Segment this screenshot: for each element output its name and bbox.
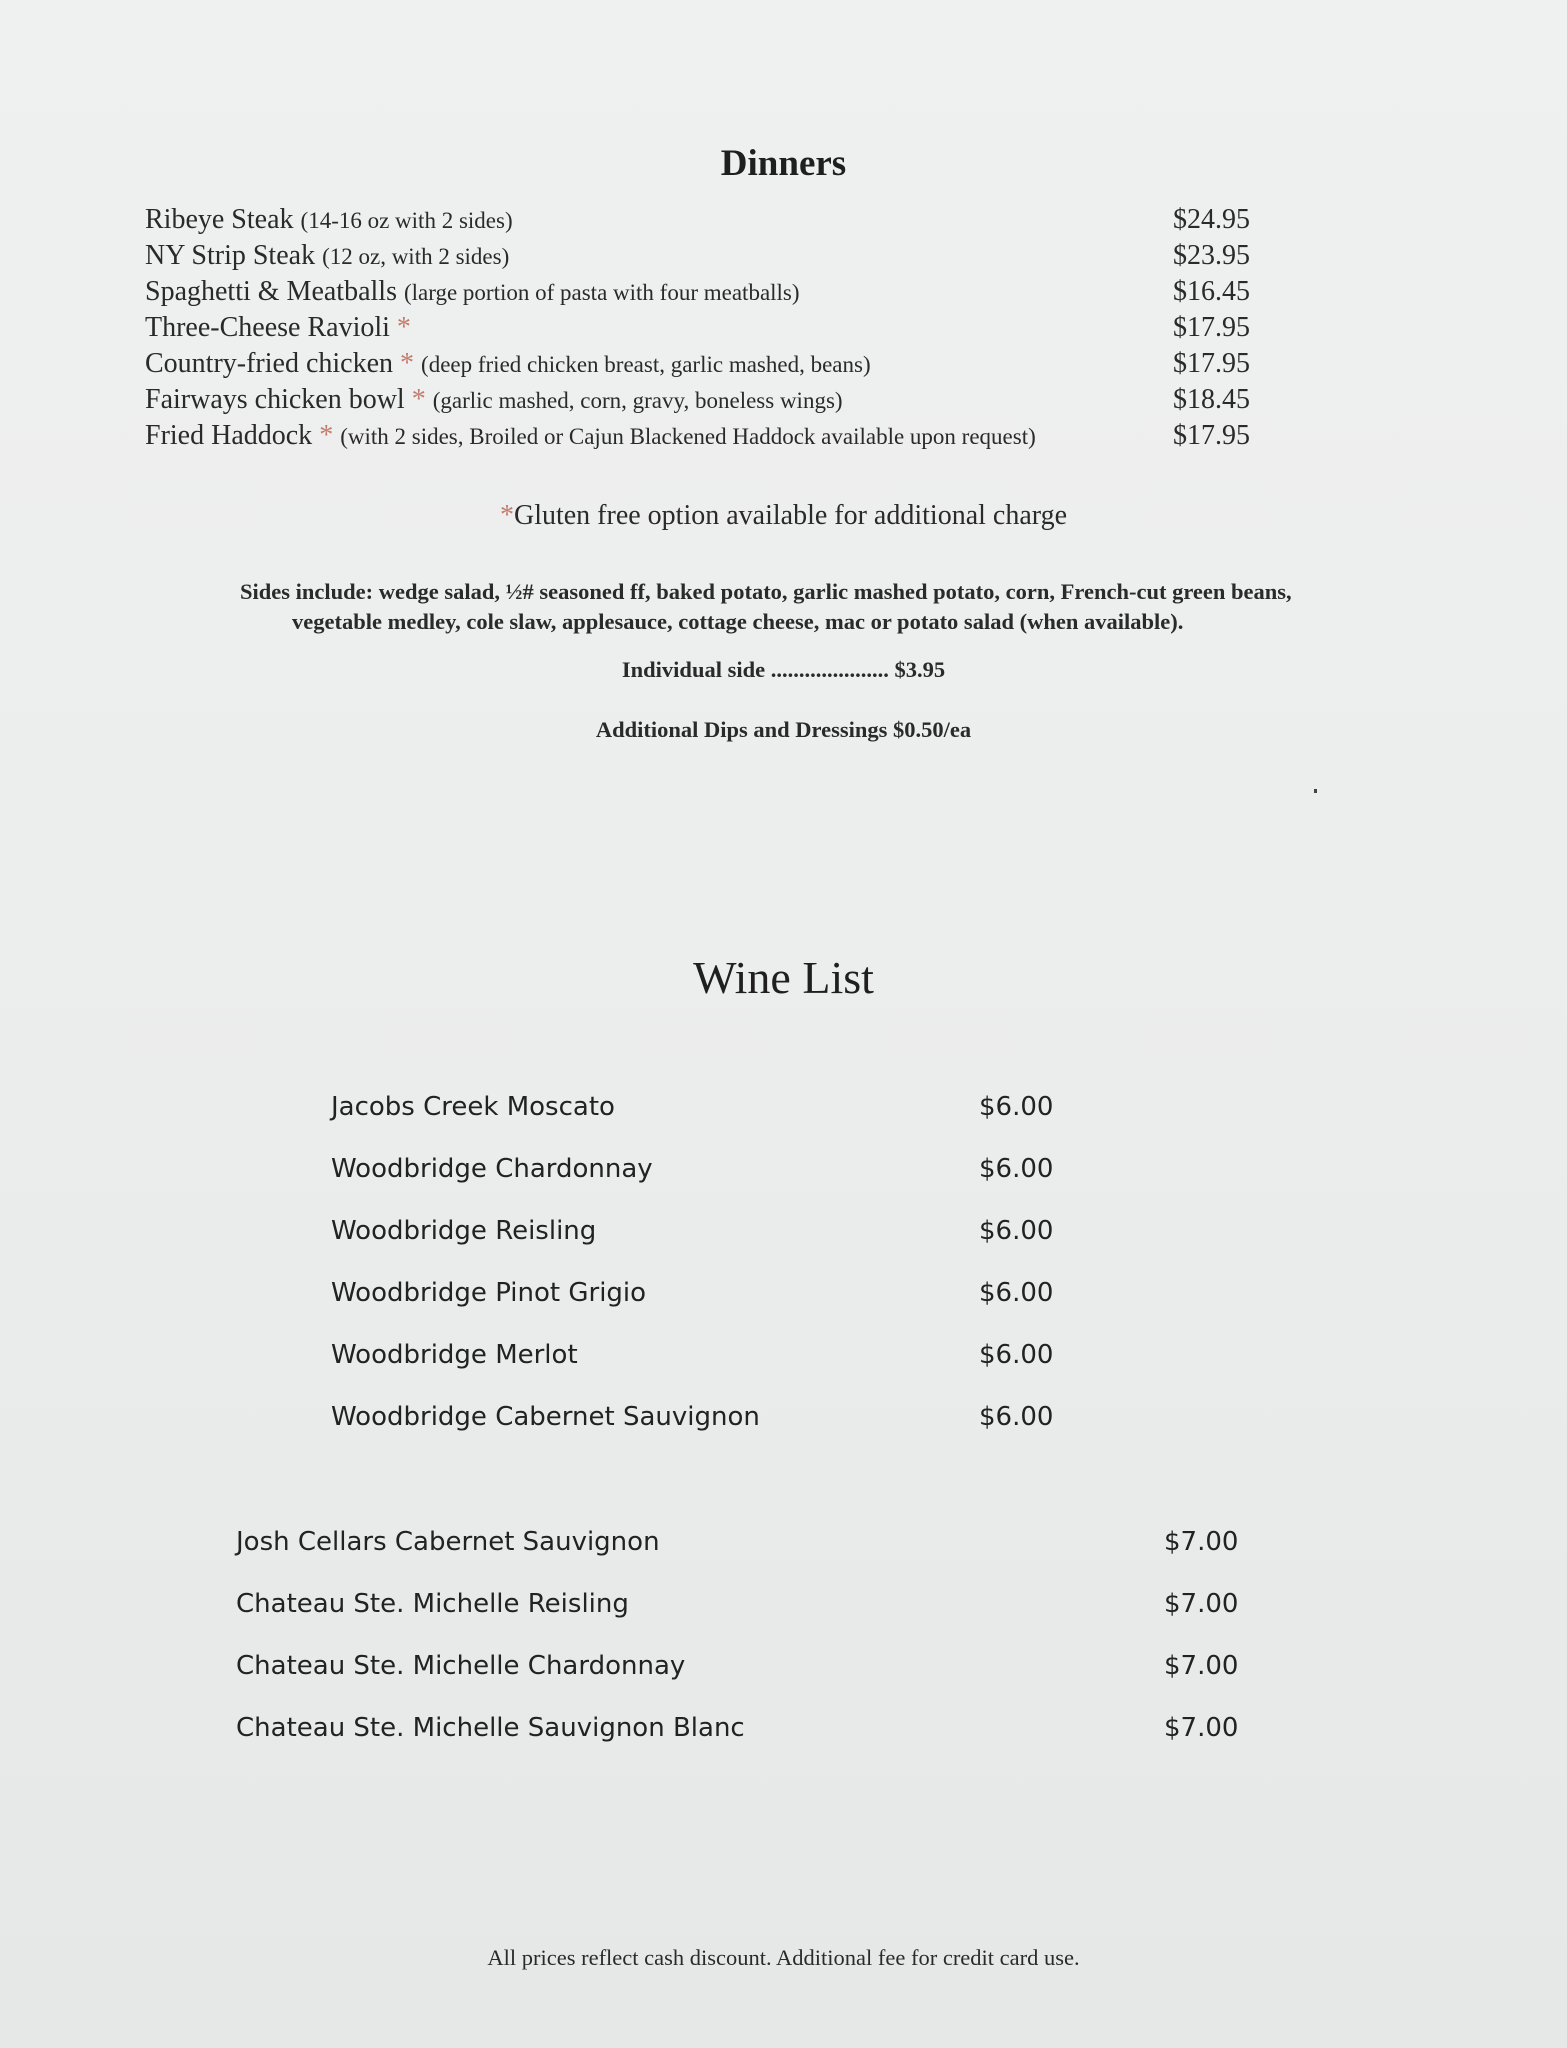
wine-item xyxy=(236,1527,1239,1567)
dips-dressings-price: Additional Dips and Dressings $0.50/ea xyxy=(595,717,972,742)
dinner-item-desc: (12 oz, with 2 sides) xyxy=(322,244,510,269)
wine-price: $7.00 xyxy=(1164,1651,1239,1681)
footer-note: All prices reflect cash discount. Additional fee for credit card use. xyxy=(487,1945,1080,1970)
gluten-free-marker: * xyxy=(400,348,415,379)
gluten-free-note xyxy=(0,500,1567,532)
dinner-item-spaghetti xyxy=(145,276,1250,312)
wine-price: $6.00 xyxy=(979,1154,1054,1184)
dinner-item-name: Fairways chicken bowl xyxy=(145,384,405,415)
wine-name: Woodbridge Pinot Grigio xyxy=(331,1278,647,1308)
gluten-free-marker: * xyxy=(319,420,334,451)
wine-item xyxy=(331,1340,1071,1380)
dinner-item-ny-strip xyxy=(145,240,1250,276)
wine-price: $7.00 xyxy=(1164,1589,1239,1619)
wine-name: Chateau Ste. Michelle Sauvignon Blanc xyxy=(236,1713,745,1743)
dinner-item-desc: (14-16 oz with 2 sides) xyxy=(300,208,513,233)
dinner-item-price: $18.45 xyxy=(1173,384,1250,415)
wine-name: Chateau Ste. Michelle Chardonnay xyxy=(236,1651,686,1681)
dinner-item-fairways-bowl xyxy=(145,384,1250,420)
wine-price: $6.00 xyxy=(979,1092,1054,1122)
wine-name: Woodbridge Chardonnay xyxy=(331,1154,653,1184)
dinner-item-name: Three-Cheese Ravioli xyxy=(145,312,390,343)
dinner-item-ravioli xyxy=(145,312,1250,348)
dinner-item-name: Ribeye Steak xyxy=(145,204,294,235)
dinner-item-price: $17.95 xyxy=(1173,312,1250,343)
wine-price: $6.00 xyxy=(979,1340,1054,1370)
sides-line-2: vegetable medley, cole slaw, applesauce, cottage cheese, mac or potato salad (when available). xyxy=(292,609,1184,634)
gluten-free-marker: * xyxy=(411,384,426,415)
wine-name: Chateau Ste. Michelle Reisling xyxy=(236,1589,629,1619)
dinner-item-desc: (large portion of pasta with four meatballs) xyxy=(403,280,800,305)
wine-name: Josh Cellars Cabernet Sauvignon xyxy=(236,1527,660,1557)
individual-side-price: Individual side ..................... $3.95 xyxy=(621,657,946,682)
wine-list-heading: Wine List xyxy=(693,952,874,1003)
dinner-item-desc: (garlic mashed, corn, gravy, boneless wings) xyxy=(432,388,843,413)
dinner-item-price: $16.45 xyxy=(1173,276,1250,307)
dinner-item-price: $17.95 xyxy=(1173,348,1250,379)
wine-item xyxy=(236,1651,1239,1691)
dinner-item-price: $23.95 xyxy=(1173,240,1250,271)
wine-price: $7.00 xyxy=(1164,1713,1239,1743)
dinners-heading: Dinners xyxy=(720,143,847,184)
wine-item xyxy=(331,1278,1071,1318)
gluten-free-marker: * xyxy=(499,500,514,531)
wine-price: $6.00 xyxy=(979,1278,1054,1308)
wine-name: Woodbridge Merlot xyxy=(331,1340,578,1370)
wine-name: Jacobs Creek Moscato xyxy=(331,1092,615,1122)
wine-price: $6.00 xyxy=(979,1402,1054,1432)
dinner-item-price: $24.95 xyxy=(1173,204,1250,235)
wine-item xyxy=(331,1216,1071,1256)
gluten-free-note-text: Gluten free option available for additional charge xyxy=(513,500,1068,531)
dinner-item-country-fried-chicken xyxy=(145,348,1250,384)
dinner-item-name: NY Strip Steak xyxy=(145,240,316,271)
dinner-item-fried-haddock xyxy=(145,420,1250,456)
dinner-item-price: $17.95 xyxy=(1173,420,1250,451)
wine-item xyxy=(236,1713,1239,1753)
wine-item xyxy=(331,1154,1071,1194)
gluten-free-marker: * xyxy=(396,312,411,343)
dinner-item-desc: (deep fried chicken breast, garlic mashed, beans) xyxy=(421,352,871,377)
wine-price: $7.00 xyxy=(1164,1527,1239,1557)
dinner-item-name: Spaghetti & Meatballs xyxy=(145,276,397,307)
wine-item xyxy=(331,1092,1071,1132)
paper-speck xyxy=(1314,789,1317,793)
wine-name: Woodbridge Reisling xyxy=(331,1216,597,1246)
dinner-item-ribeye xyxy=(145,204,1250,240)
sides-line-1: Sides include: wedge salad, ½# seasoned ff, baked potato, garlic mashed potato, corn, French-cut green beans, xyxy=(240,579,1292,604)
wine-item xyxy=(331,1402,1071,1442)
wine-name: Woodbridge Cabernet Sauvignon xyxy=(331,1402,760,1432)
dinner-item-name: Fried Haddock xyxy=(145,420,313,451)
wine-item xyxy=(236,1589,1239,1629)
wine-price: $6.00 xyxy=(979,1216,1054,1246)
dinner-item-desc: (with 2 sides, Broiled or Cajun Blackened Haddock available upon request) xyxy=(340,424,1036,449)
dinner-item-name: Country-fried chicken xyxy=(145,348,394,379)
